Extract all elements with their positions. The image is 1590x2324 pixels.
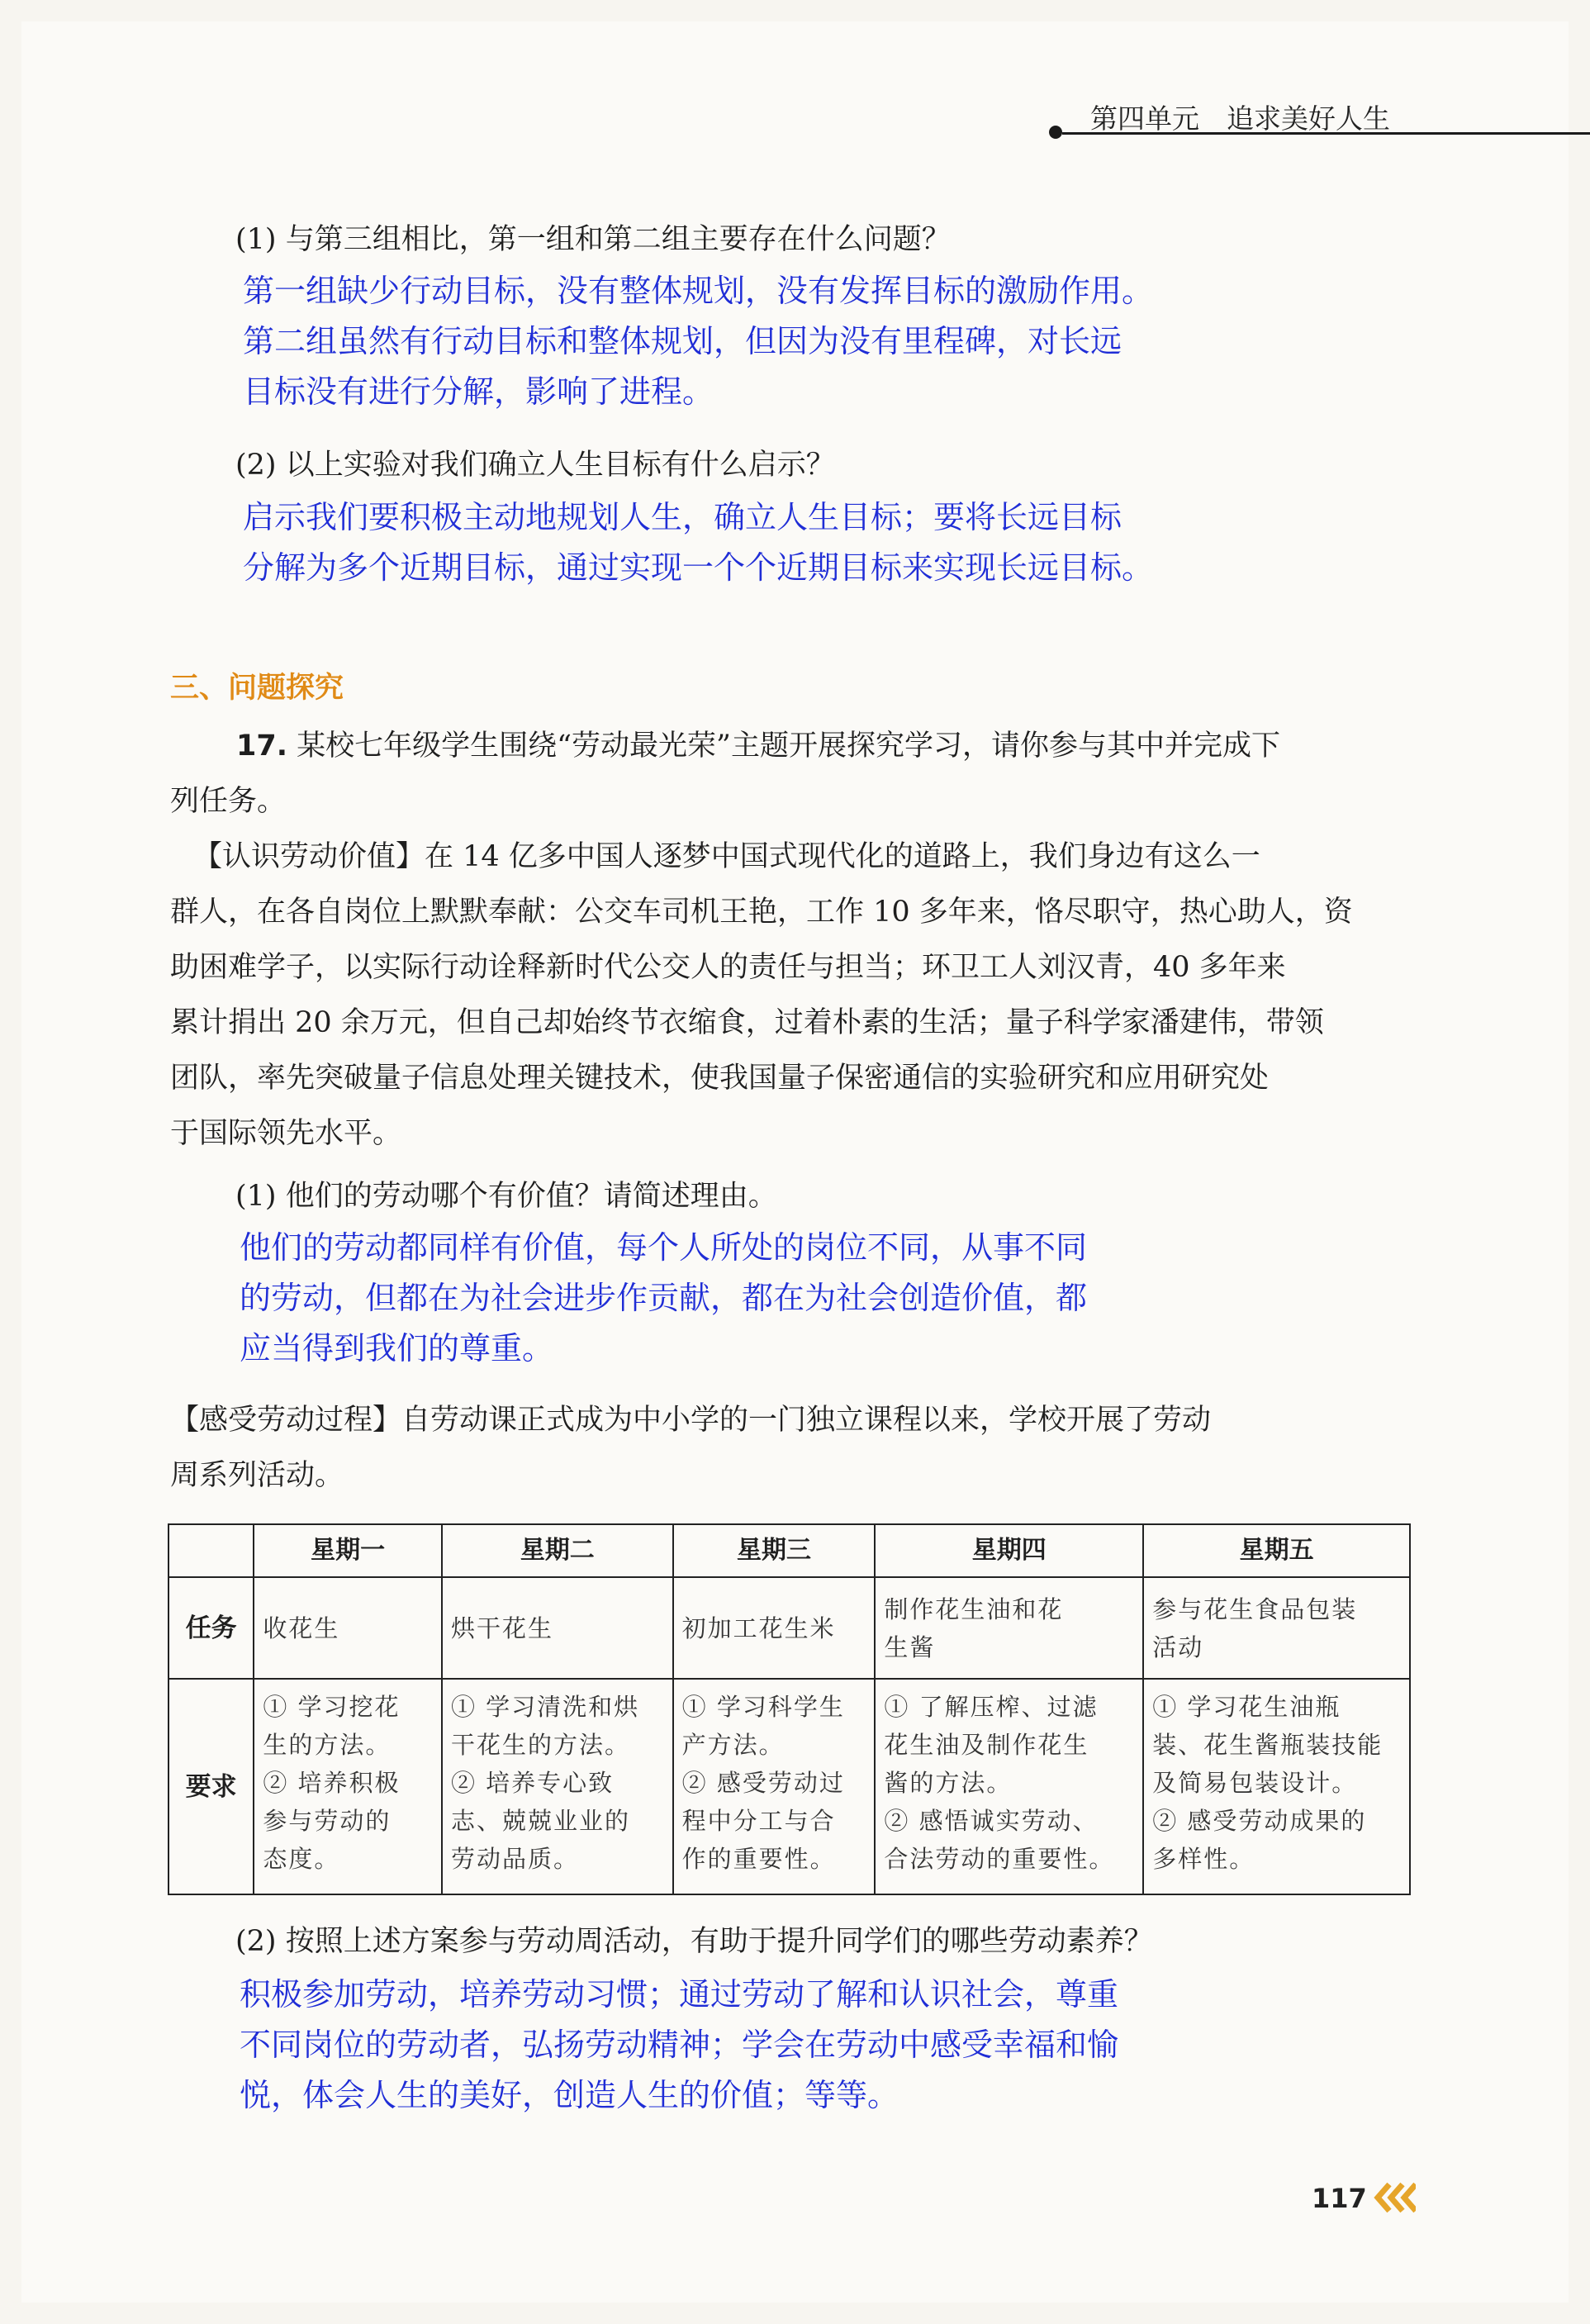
question-17-text: 某校七年级学生围绕“劳动最光荣”主题开展探究学习，请你参与其中并完成下 [297,730,1280,763]
cell-line: 生的方法。 [263,1731,392,1759]
cell-line: 收花生 [263,1613,340,1642]
task-cell [1143,1577,1410,1679]
table-header-cell: 星期五 [1143,1524,1410,1577]
table-header-cell: 星期三 [673,1524,876,1577]
table-row [168,1679,1410,1894]
sub-answer-2 [240,1970,1118,2121]
cell-line: 合法劳动的重要性。 [884,1845,1115,1873]
cell-line: 装、花生酱瓶装技能 [1152,1731,1384,1759]
question-17-line: 列任务。 [170,785,287,818]
cell-line: 志、兢兢业业的 [450,1807,630,1835]
bullet-dot-icon [1049,126,1062,139]
answer-1 [243,266,1153,417]
cell-line: 及简易包装设计。 [1152,1769,1358,1797]
answer-line: 悦，体会人生的美好，创造人生的价值；等等。 [240,2077,899,2113]
task-cell [254,1577,442,1679]
cell-line: 活动 [1152,1633,1204,1661]
cell-line: 制作花生油和花 [884,1594,1064,1623]
cell-line: ② 培养专心致 [450,1769,615,1797]
answer-line: 第一组缺少行动目标，没有整体规划，没有发挥目标的激励作用。 [243,273,1154,309]
table-header-cell: 星期一 [254,1524,442,1577]
cell-line: 作的重要性。 [681,1845,836,1873]
question-1: (1) 与第三组相比，第一组和第二组主要存在什么问题？ [235,223,951,256]
unit-title: 第四单元 追求美好人生 [1090,102,1390,135]
task-cell [673,1577,876,1679]
paragraph-line: 【感受劳动过程】自劳动课正式成为中小学的一门独立课程以来，学校开展了劳动 [170,1404,1212,1437]
cell-line: 花生油及制作花生 [884,1731,1089,1759]
table-row [168,1577,1410,1679]
page-header [1049,97,1412,137]
sub-question-1: (1) 他们的劳动哪个有价值？请简述理由。 [235,1180,777,1213]
answer-line: 目标没有进行分解，影响了进程。 [243,373,714,410]
question-17-line [170,719,1280,774]
paragraph-line: 于国际领先水平。 [170,1117,402,1150]
answer-line: 启示我们要积极主动地规划人生，确立人生目标；要将长远目标 [243,499,1122,535]
answer-line: 不同岗位的劳动者，弘扬劳动精神；学会在劳动中感受幸福和愉 [240,2027,1119,2063]
section-title: 三、问题探究 [170,672,344,705]
cell-line: ② 培养积极 [263,1769,401,1797]
cell-line: ① 学习科学生 [681,1693,845,1721]
cell-line: ① 学习清洗和烘 [450,1693,640,1721]
row-label-task: 任务 [168,1577,254,1679]
labor-process-paragraph [170,1393,1211,1504]
cell-line: 参与花生食品包装 [1152,1594,1358,1623]
labor-value-paragraph [170,829,1353,1162]
cell-line: 参与劳动的 [263,1807,392,1835]
sub-question-2: (2) 按照上述方案参与劳动周活动，有助于提升同学们的哪些劳动素养？ [235,1925,1153,1958]
table-header-cell: 星期二 [442,1524,673,1577]
cell-line: ② 感受劳动成果的 [1152,1807,1367,1835]
cell-line: 态度。 [263,1845,340,1873]
paragraph-line: 助困难学子，以实际行动诠释新时代公交人的责任与担当；环卫工人刘汉青，40 多年来 [170,951,1286,984]
answer-line: 他们的劳动都同样有价值，每个人所处的岗位不同，从事不同 [240,1229,1088,1266]
answer-line: 的劳动，但都在为社会进步作贡献，都在为社会创造价值，都 [240,1280,1088,1316]
cell-line: 生酱 [884,1633,936,1661]
cell-line: 酱的方法。 [884,1769,1013,1797]
paragraph-line: 【认识劳动价值】在 14 亿多中国人逐梦中国式现代化的道路上，我们身边有这么一 [193,840,1260,873]
answer-2 [243,492,1153,593]
cell-line: ② 感受劳动过 [681,1769,845,1797]
requirement-cell [673,1679,876,1894]
answer-line: 分解为多个近期目标，通过实现一个个近期目标来实现长远目标。 [243,549,1154,586]
task-cell [875,1577,1143,1679]
chevron-double-left-icon [1371,2181,1416,2214]
paragraph-line: 周系列活动。 [170,1459,344,1492]
requirement-cell [442,1679,673,1894]
table-header-row [168,1524,1410,1577]
paragraph-line: 累计捐出 20 余万元，但自己却始终节衣缩食，过着朴素的生活；量子科学家潘建伟，带领 [170,1006,1324,1039]
cell-line: 产方法。 [681,1731,785,1759]
requirement-cell [875,1679,1143,1894]
paragraph-line: 群人，在各自岗位上默默奉献：公交车司机王艳，工作 10 多年来，恪尽职守，热心助人，资 [170,896,1353,929]
cell-line: ① 了解压榨、过滤 [884,1693,1099,1721]
answer-line: 应当得到我们的尊重。 [240,1330,554,1366]
requirement-cell [1143,1679,1410,1894]
answer-line: 积极参加劳动，培养劳动习惯；通过劳动了解和认识社会，尊重 [240,1976,1119,2013]
cell-line: ② 感悟诚实劳动、 [884,1807,1099,1835]
paragraph-line: 团队，率先突破量子信息处理关键技术，使我国量子保密通信的实验研究和应用研究处 [170,1062,1270,1095]
labor-week-table [168,1523,1411,1895]
page-number: 117 [1312,2183,1367,2214]
cell-line: 初加工花生米 [681,1613,836,1642]
sub-answer-1 [240,1223,1087,1374]
cell-line: 程中分工与合 [681,1807,836,1835]
cell-line: ① 学习花生油瓶 [1152,1693,1341,1721]
table-header-cell: 星期四 [875,1524,1143,1577]
question-number: 17. [236,730,288,763]
cell-line: 烘干花生 [450,1613,553,1642]
cell-line: 干花生的方法。 [450,1731,630,1759]
requirement-cell [254,1679,442,1894]
question-17 [170,719,1280,829]
cell-line: 多样性。 [1152,1845,1255,1873]
question-2: (2) 以上实验对我们确立人生目标有什么启示？ [235,449,835,482]
task-cell [442,1577,673,1679]
cell-line: 劳动品质。 [450,1845,579,1873]
cell-line: ① 学习挖花 [263,1693,401,1721]
row-label-requirement: 要求 [168,1679,254,1894]
answer-line: 第二组虽然有行动目标和整体规划，但因为没有里程碑，对长远 [243,323,1122,359]
table-corner-cell [168,1524,254,1577]
